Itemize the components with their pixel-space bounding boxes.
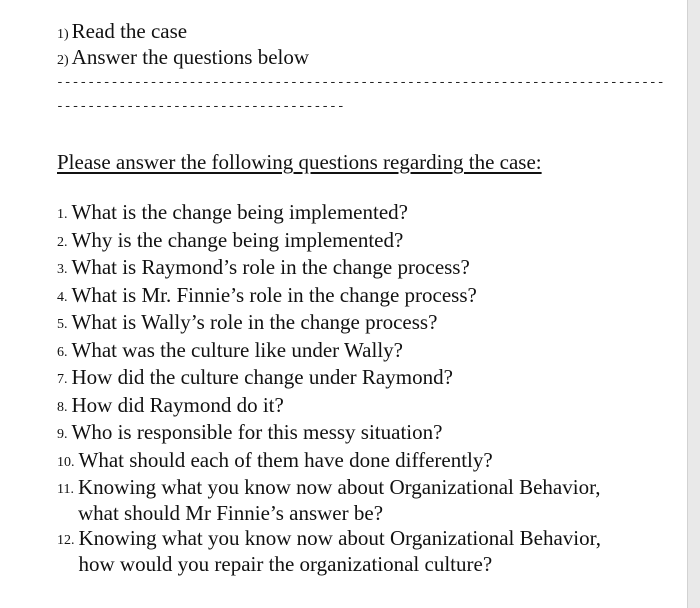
question-number: 3. (57, 262, 68, 277)
question-text: Why is the change being implemented? (71, 227, 404, 252)
instruction-number: 2) (57, 53, 69, 68)
question-number: 11. (57, 482, 74, 497)
question-item (57, 420, 657, 448)
question-text: How did the culture change under Raymond? (71, 365, 453, 389)
question-number: 10. (57, 454, 75, 470)
question-number: 8. (57, 399, 68, 415)
question-item (57, 283, 657, 311)
question-text: What should each of them have done differently? (78, 447, 493, 472)
question-text: Knowing what you know now about Organizational Behavior, what should Mr Finnie’s answer be? (77, 475, 601, 525)
question-text: What is the change being implemented? (71, 200, 408, 224)
question-number: 6. (57, 344, 68, 360)
question-item (57, 475, 657, 526)
instruction-text: Read the case (71, 19, 188, 43)
question-number: 4. (57, 289, 68, 305)
instruction-number: 1) (57, 27, 69, 42)
dashed-separator-short: ------------------------------------- (56, 99, 345, 114)
question-item (57, 228, 657, 256)
question-item (57, 365, 657, 393)
question-number: 2. (57, 234, 68, 250)
question-number: 9. (57, 427, 68, 442)
instruction-text: Answer the questions below (71, 45, 310, 69)
page-edge-shadow (687, 0, 700, 608)
instruction-item (57, 18, 309, 44)
question-text: What is Raymond’s role in the change process? (71, 255, 470, 279)
question-item (57, 200, 657, 228)
question-text: What is Mr. Finnie’s role in the change process? (71, 282, 477, 307)
question-item (57, 310, 657, 338)
question-text: What is Wally’s role in the change process? (71, 310, 438, 334)
instruction-item (57, 44, 309, 70)
dashed-separator: ------------------------------------------------------------------------------ (56, 75, 665, 90)
question-text: What was the culture like under Wally? (71, 337, 403, 362)
question-item (57, 393, 657, 421)
questions-list (57, 200, 657, 577)
question-text: Who is responsible for this messy situation? (71, 420, 443, 444)
question-item (57, 448, 657, 476)
question-text: How did Raymond do it? (71, 392, 284, 417)
questions-heading: Please answer the following questions regarding the case: (57, 150, 542, 174)
question-item (57, 255, 657, 283)
question-item (57, 338, 657, 366)
question-item (57, 526, 657, 577)
question-number: 1. (57, 207, 68, 222)
question-number: 7. (57, 372, 68, 387)
question-number: 12. (57, 533, 75, 548)
question-text: Knowing what you know now about Organizational Behavior, how would you repair the organizational culture? (78, 526, 602, 576)
instructions-list (57, 18, 309, 70)
question-number: 5. (57, 317, 68, 332)
